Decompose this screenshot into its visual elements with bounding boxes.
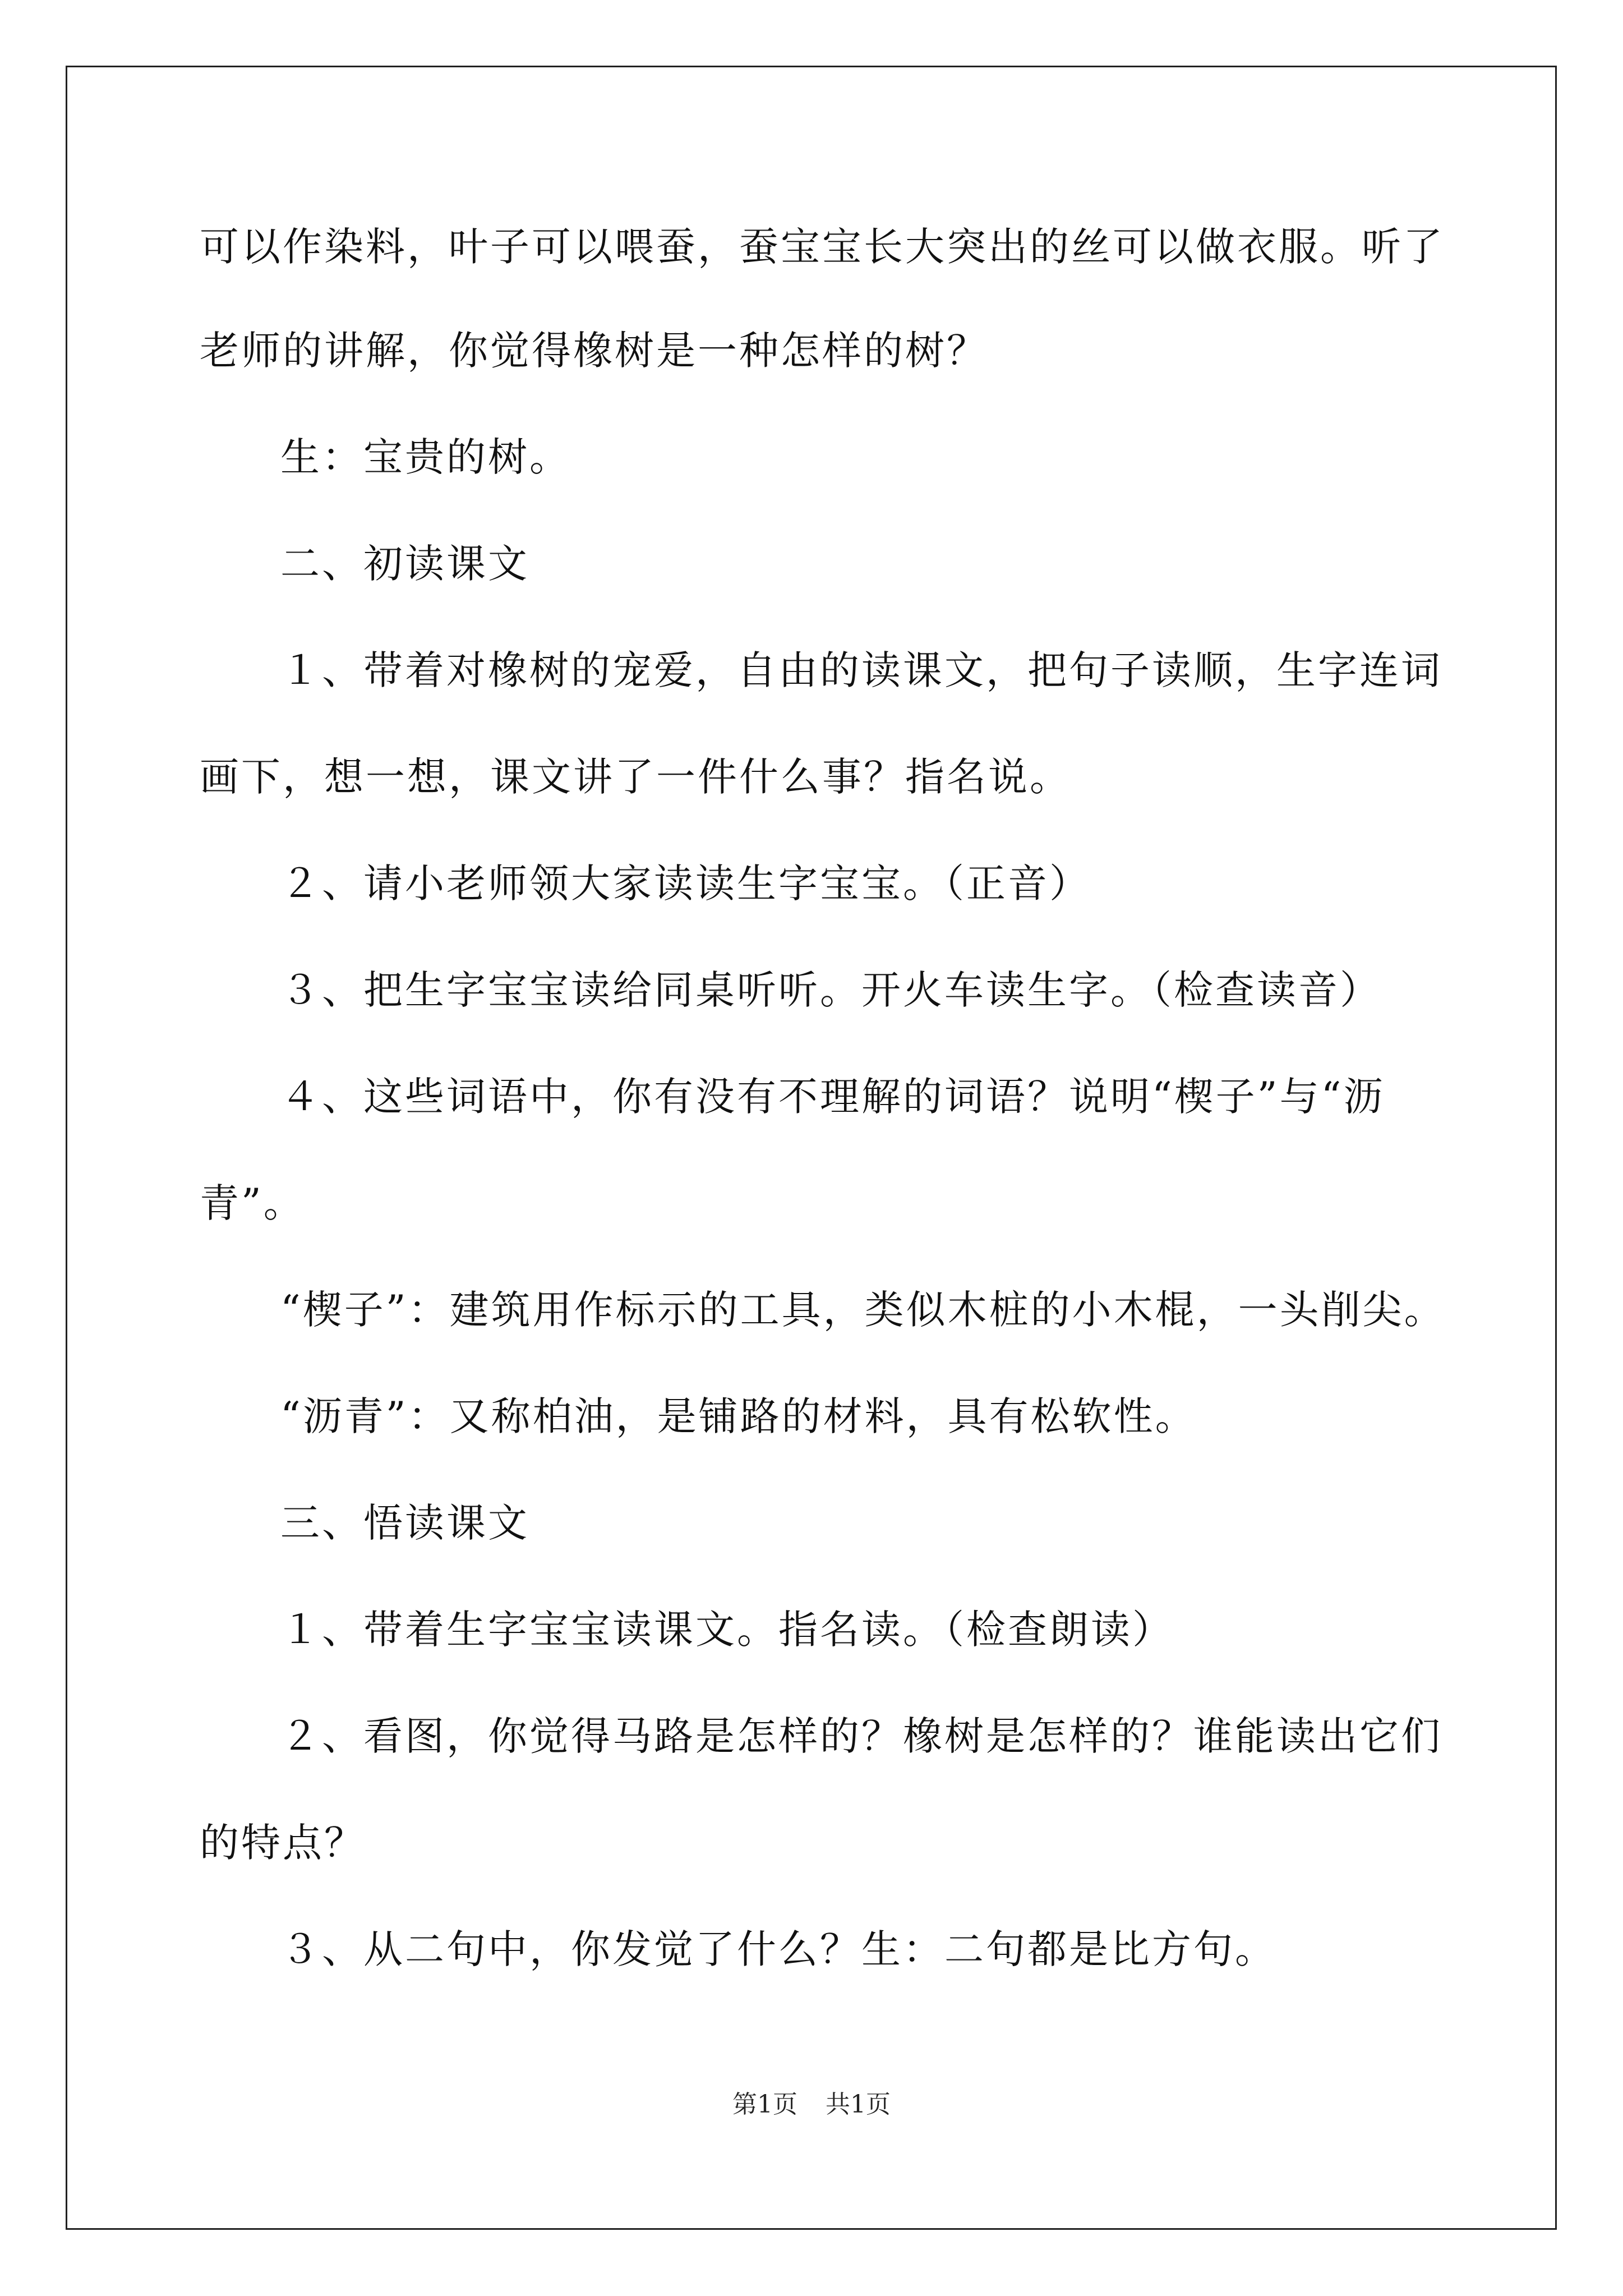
section-heading-2: 二、初读课文 (280, 541, 529, 587)
text-line-17: ３、从二句中，你发觉了什么？生：二句都是比方句。 (280, 1926, 1276, 1972)
page-number-total: 共1页 (826, 2090, 891, 2119)
text-line-12: “沥青”：又称柏油，是铺路的材料，具有松软性。 (280, 1393, 1197, 1439)
page-footer (0, 2088, 1623, 2122)
text-line-9: ４、这些词语中，你有没有不理解的词语？说明“楔子”与“沥 (280, 1074, 1385, 1120)
section-heading-3: 三、悟读课文 (280, 1500, 529, 1546)
text-line-7: ２、请小老师领大家读读生字宝宝。（正音） (280, 861, 1091, 907)
text-line-5: １、带着对橡树的宠爱，自由的读课文，把句子读顺，生字连词 (280, 647, 1442, 693)
text-line-11: “楔子”：建筑用作标示的工具，类似木桩的小木棍，一头削尖。 (280, 1287, 1446, 1333)
text-line-15: ２、看图，你觉得马路是怎样的？橡树是怎样的？谁能读出它们 (280, 1713, 1442, 1759)
page-border (66, 66, 1557, 2230)
text-line-10: 青”。 (200, 1180, 305, 1226)
text-line-2: 老师的讲解，你觉得橡树是一种怎样的树？ (200, 328, 988, 374)
text-line-8: ３、把生字宝宝读给同桌听听。开火车读生字。（检查读音） (280, 967, 1381, 1013)
text-line-14: １、带着生字宝宝读课文。指名读。（检查朗读） (280, 1607, 1174, 1653)
page-number-current: 第1页 (732, 2090, 797, 2119)
text-line-16: 的特点？ (200, 1820, 366, 1866)
text-line-6: 画下，想一想，课文讲了一件什么事？指名说。 (200, 754, 1071, 800)
text-line-1: 可以作染料，叶子可以喂蚕，蚕宝宝长大突出的丝可以做衣服。听了 (200, 224, 1445, 270)
text-line-3: 生：宝贵的树。 (280, 434, 571, 480)
